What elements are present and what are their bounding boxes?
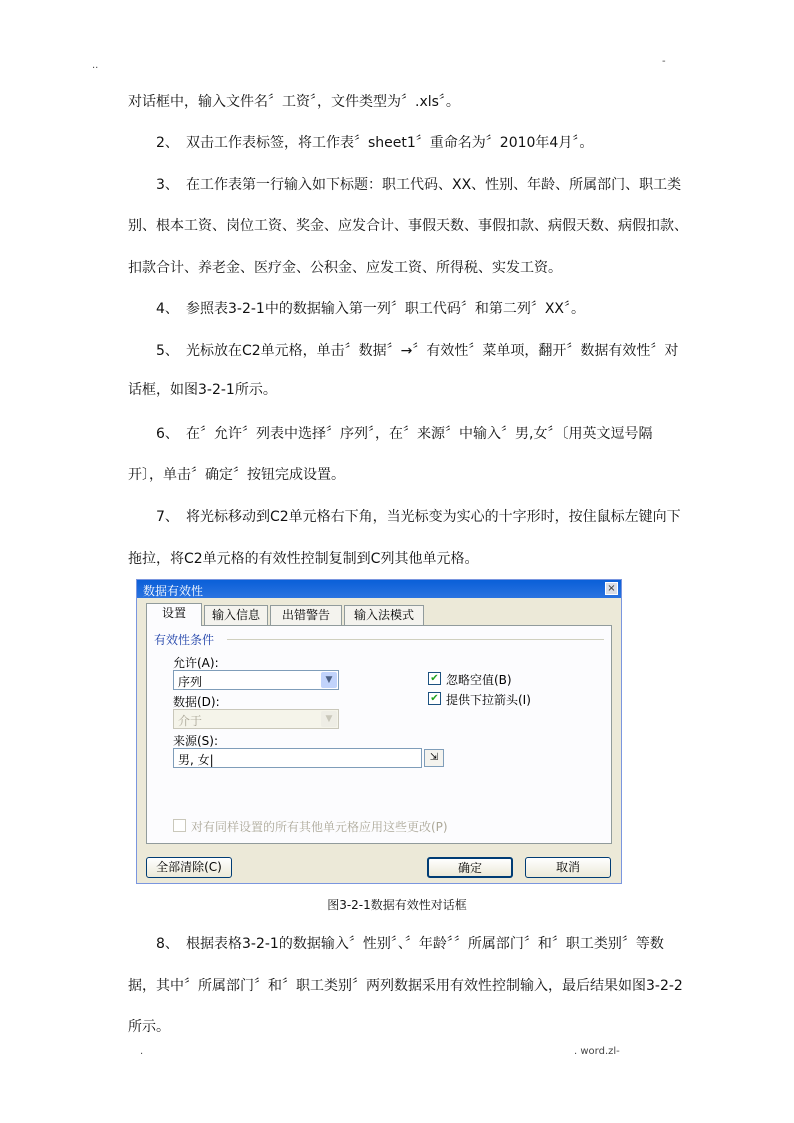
paragraph-6-line-2: 开〕，单击〞确定〞按钮完成设置。 [128, 467, 345, 483]
dropdown-arrow-label: 提供下拉箭头(I) [446, 693, 531, 707]
paragraph-6-line-1: 在〞允许〞列表中选择〞序列〞，在〞来源〞中输入〞男,女〞〔用英文逗号隔 [186, 426, 653, 442]
dialog-title: 数据有效性 [143, 584, 204, 598]
step-number: 2、 [156, 135, 179, 151]
paragraph-3 [156, 175, 681, 195]
source-label: 来源(S): [173, 734, 219, 748]
paragraph-2 [156, 133, 593, 153]
paragraph-1-line-1: 对话框中，输入文件名〞工资〞，文件类型为〞.xls〞。 [128, 94, 460, 110]
clear-all-button[interactable]: 全部清除(C) [146, 857, 232, 878]
step-number: 7、 [156, 509, 179, 525]
range-select-icon[interactable]: ⇲ [424, 749, 444, 767]
ok-button[interactable]: 确定 [427, 857, 513, 878]
paragraph-5-line-1: 光标放在C2单元格，单击〞数据〞→〞有效性〞菜单项，翻开〞数据有效性〞对 [186, 343, 679, 359]
paragraph-3-line-1: 在工作表第一行输入如下标题：职工代码、XX、性别、年龄、所属部门、职工类 [186, 177, 682, 193]
tab-error-alert[interactable]: 出错警告 [270, 605, 342, 625]
header-right-mark: - [662, 56, 666, 67]
source-input[interactable] [173, 748, 422, 768]
settings-panel [146, 625, 612, 844]
paragraph-3-line-2: 别、根本工资、岗位工资、奖金、应发合计、事假天数、事假扣款、病假天数、病假扣款、 [128, 218, 688, 234]
group-divider [227, 639, 604, 640]
tab-settings[interactable]: 设置 [146, 603, 202, 626]
paragraph-8-line-1: 根据表格3-2-1的数据输入〞性别〞、〞年龄〞〞所属部门〞和〞职工类别〞等数 [186, 936, 664, 952]
paragraph-8-line-2: 据，其中〞所属部门〞和〞职工类别〞两列数据采用有效性控制输入，最后结果如图3-2-2 [128, 978, 683, 994]
data-validation-dialog [136, 579, 622, 884]
tab-input-message[interactable]: 输入信息 [204, 605, 268, 625]
paragraph-7-line-1: 将光标移动到C2单元格右下角，当光标变为实心的十字形时，按住鼠标左键向下 [186, 509, 681, 525]
footer-watermark: . word.zl- [574, 1046, 620, 1057]
footer-left-mark: . [140, 1046, 144, 1057]
close-icon[interactable]: × [605, 582, 618, 595]
paragraph-4 [156, 299, 585, 319]
paragraph-2-line-1: 双击工作表标签，将工作表〞sheet1〞重命名为〞2010年4月〞。 [186, 135, 594, 151]
paragraph-5 [156, 341, 678, 361]
data-select-value: 介于 [178, 714, 203, 728]
step-number: 8、 [156, 936, 179, 952]
paragraph-4-line-1: 参照表3-2-1中的数据输入第一列〞职工代码〞和第二列〞XX〞。 [186, 301, 586, 317]
allow-select-value: 序列 [178, 675, 203, 689]
apply-all-label: 对有同样设置的所有其他单元格应用这些更改(P) [191, 820, 448, 834]
apply-all-checkbox [173, 819, 186, 832]
paragraph-5-line-2: 话框，如图3-2-1所示。 [128, 382, 277, 398]
tab-ime-mode[interactable]: 输入法模式 [344, 605, 424, 625]
paragraph-8-line-3: 所示。 [128, 1019, 170, 1035]
step-number: 4、 [156, 301, 179, 317]
paragraph-6 [156, 424, 652, 444]
chevron-down-icon: ▼ [321, 711, 337, 727]
allow-label: 允许(A): [173, 656, 219, 670]
group-label: 有效性条件 [154, 633, 215, 647]
dropdown-arrow-checkbox[interactable]: ✔ [428, 692, 441, 705]
cancel-button[interactable]: 取消 [525, 857, 611, 878]
dialog-titlebar[interactable] [137, 580, 621, 598]
ignore-blank-checkbox[interactable]: ✔ [428, 672, 441, 685]
data-label: 数据(D): [173, 695, 220, 709]
step-number: 3、 [156, 177, 179, 193]
data-select [173, 709, 339, 729]
header-left-mark: .. [92, 60, 99, 71]
paragraph-7-line-2: 拖拉，将C2单元格的有效性控制复制到C列其他单元格。 [128, 551, 479, 567]
chevron-down-icon[interactable]: ▼ [321, 672, 337, 688]
source-input-value: 男, 女| [178, 753, 214, 767]
paragraph-8 [156, 934, 664, 954]
step-number: 6、 [156, 426, 179, 442]
ignore-blank-label: 忽略空值(B) [446, 673, 512, 687]
figure-caption: 图3-2-1数据有效性对话框 [327, 898, 467, 912]
allow-select[interactable] [173, 670, 339, 690]
paragraph-7 [156, 507, 681, 527]
paragraph-3-line-3: 扣款合计、养老金、医疗金、公积金、应发工资、所得税、实发工资。 [128, 260, 562, 276]
step-number: 5、 [156, 343, 179, 359]
